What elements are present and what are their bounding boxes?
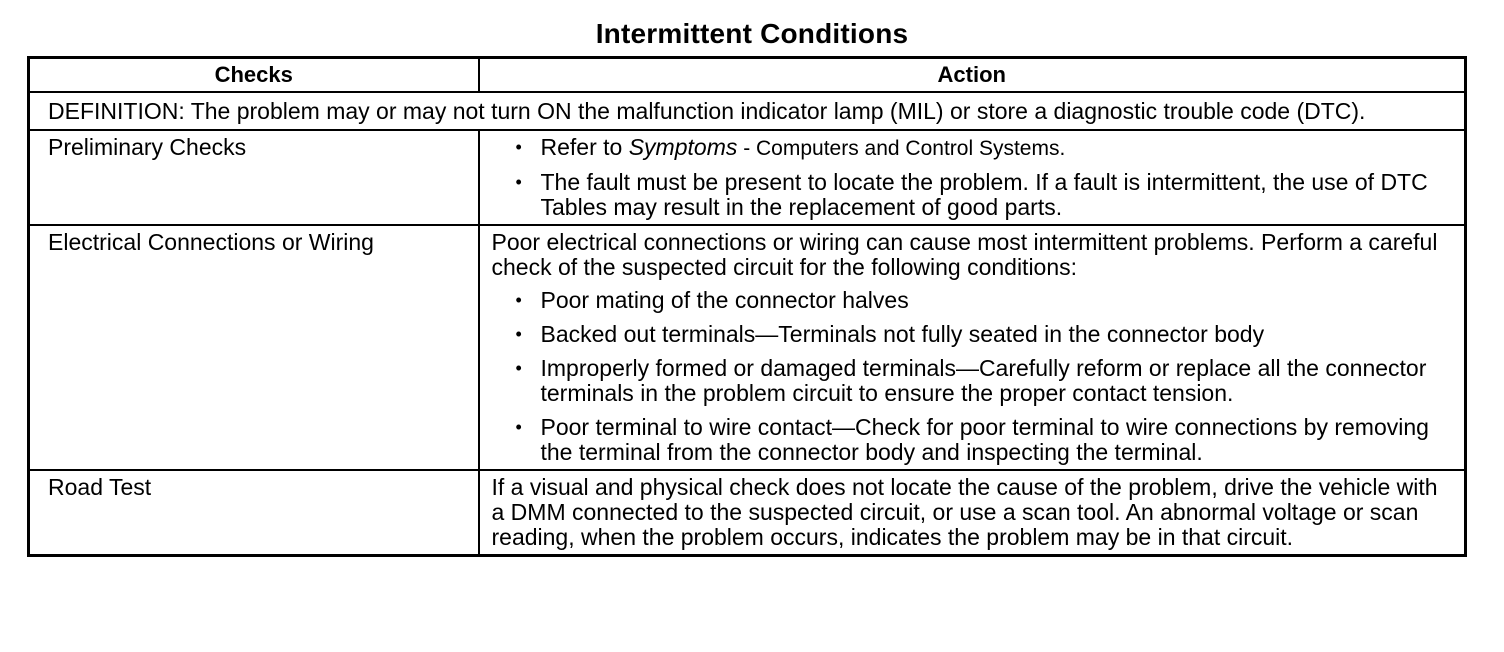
bullet-icon: •	[515, 290, 522, 310]
action-cell	[479, 225, 1466, 470]
check-name: Road Test	[29, 470, 479, 556]
header-row	[29, 58, 1466, 93]
bullet-text: Poor mating of the connector halves	[540, 287, 909, 313]
bullet-icon: •	[515, 137, 522, 157]
bullet-text: Improperly formed or damaged terminals—Carefully reform or replace all the connector terminals in the problem circuit to ensure the proper contact tension.	[540, 355, 1427, 406]
check-name: Preliminary Checks	[29, 130, 479, 225]
action-cell	[479, 130, 1466, 225]
list-item	[516, 135, 1455, 161]
symptoms-reference: Symptoms	[628, 134, 738, 160]
bullet-icon: •	[515, 172, 522, 192]
table-row-road-test	[29, 470, 1466, 556]
action-text: If a visual and physical check does not locate the cause of the problem, drive the vehicle with a DMM connected to the suspected circuit, or use a scan tool. An abnormal voltage or scan reading, when the problem occurs, indicates the problem may be in that circuit.	[479, 470, 1466, 556]
table-row-preliminary-checks	[29, 130, 1466, 225]
intermittent-conditions-table	[27, 56, 1467, 557]
page-title: Intermittent Conditions	[595, 18, 909, 49]
list-item	[516, 170, 1455, 220]
bullet-icon: •	[515, 324, 522, 344]
table-row-electrical-connections	[29, 225, 1466, 470]
action-intro-text: Poor electrical connections or wiring can cause most intermittent problems. Perform a careful check of the suspected circuit for the following conditions:	[491, 229, 1438, 280]
bullet-text: The fault must be present to locate the problem. If a fault is intermittent, the use of DTC Tables may result in the replacement of good parts.	[540, 169, 1428, 220]
definition-text: DEFINITION: The problem may or may not turn ON the malfunction indicator lamp (MIL) or store a diagnostic trouble code (DTC).	[29, 92, 1466, 130]
bullet-text: Backed out terminals—Terminals not fully seated in the connector body	[540, 321, 1265, 347]
list-item	[516, 415, 1455, 465]
column-header-action: Action	[479, 58, 1466, 93]
list-item	[516, 288, 1455, 313]
bullet-text: Poor terminal to wire contact—Check for poor terminal to wire connections by removing the terminal from the connector body and inspecting the terminal.	[540, 414, 1429, 465]
list-item	[516, 322, 1455, 347]
bullet-list	[492, 135, 1455, 220]
list-item	[516, 356, 1455, 406]
check-name: Electrical Connections or Wiring	[29, 225, 479, 470]
bullet-list	[492, 288, 1455, 465]
bullet-icon: •	[515, 358, 522, 378]
bullet-icon: •	[515, 417, 522, 437]
bullet-text-suffix: - Computers and Control Systems.	[737, 137, 1066, 160]
bullet-text-prefix: Refer to	[540, 134, 629, 160]
table-row-definition	[29, 92, 1466, 130]
column-header-checks: Checks	[29, 58, 479, 93]
